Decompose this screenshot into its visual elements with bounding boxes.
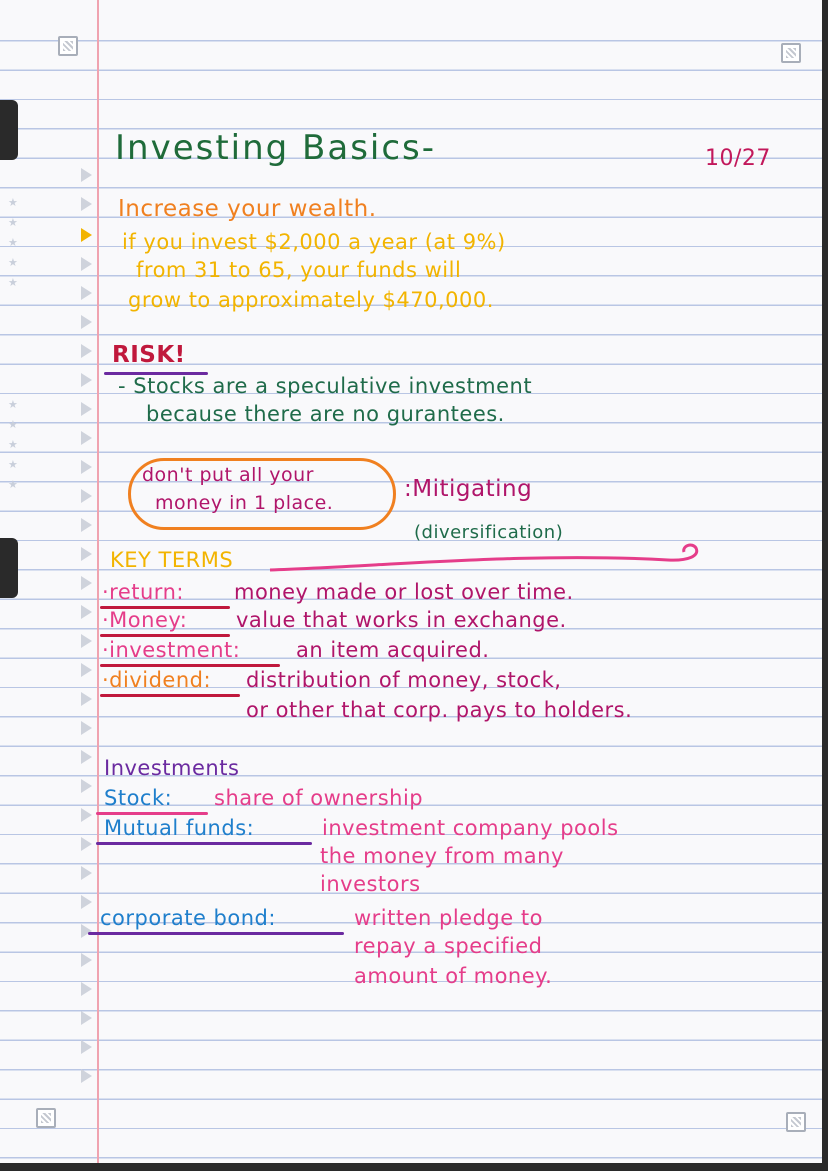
page-title: Investing Basics- xyxy=(115,128,437,168)
term-underline xyxy=(96,812,208,815)
def-stock: share of ownership xyxy=(214,786,424,810)
term-underline xyxy=(100,694,240,697)
row-marker-icon xyxy=(81,750,92,764)
star-icon: ★ xyxy=(8,196,18,209)
key-terms-heading: KEY TERMS xyxy=(110,548,234,572)
row-marker-icon xyxy=(81,721,92,735)
row-marker-icon xyxy=(81,518,92,532)
callout-line: money in 1 place. xyxy=(155,492,334,514)
corner-mark-icon xyxy=(781,43,801,63)
term-corporate-bond: corporate bond: xyxy=(100,906,276,930)
wealth-line: grow to approximately $470,000. xyxy=(128,288,494,312)
row-marker-icon xyxy=(81,1040,92,1054)
star-icon: ★ xyxy=(8,236,18,249)
corner-mark-icon xyxy=(786,1112,806,1132)
term-stock: Stock: xyxy=(104,786,173,810)
row-marker-icon xyxy=(81,373,92,387)
def-mutual-funds: investment company pools xyxy=(322,816,619,840)
term-underline xyxy=(96,842,312,845)
star-icon: ★ xyxy=(8,478,18,491)
term-underline xyxy=(100,634,230,637)
row-marker-icon xyxy=(81,779,92,793)
star-icon: ★ xyxy=(8,398,18,411)
row-marker-icon xyxy=(81,1069,92,1083)
row-marker-icon xyxy=(81,692,92,706)
page-edge-right xyxy=(822,0,828,1171)
row-marker-icon xyxy=(81,315,92,329)
row-marker-icon xyxy=(81,547,92,561)
def-money: value that works in exchange. xyxy=(236,608,567,632)
wealth-line: if you invest $2,000 a year (at 9%) xyxy=(122,230,506,254)
swirl-underline xyxy=(268,536,708,576)
star-icon: ★ xyxy=(8,216,18,229)
row-marker-icon xyxy=(81,257,92,271)
row-marker-icon xyxy=(81,489,92,503)
investments-heading: Investments xyxy=(104,756,240,780)
star-icon: ★ xyxy=(8,276,18,289)
row-marker-icon xyxy=(81,344,92,358)
def-return: money made or lost over time. xyxy=(234,580,574,604)
star-icon: ★ xyxy=(8,458,18,471)
callout-label: :Mitigating xyxy=(404,476,533,502)
wealth-line: from 31 to 65, your funds will xyxy=(136,258,462,282)
def-mutual-funds-cont: the money from many xyxy=(320,844,564,868)
term-return: ·return: xyxy=(102,580,184,604)
star-icon: ★ xyxy=(8,256,18,269)
binder-tab xyxy=(0,100,18,160)
row-marker-icon xyxy=(81,460,92,474)
row-marker-icon xyxy=(81,576,92,590)
risk-line: because there are no gurantees. xyxy=(146,402,505,426)
callout-sub: (diversification) xyxy=(414,522,564,543)
row-marker-icon xyxy=(81,953,92,967)
row-marker-icon xyxy=(81,402,92,416)
term-underline xyxy=(100,664,280,667)
term-investment: ·investment: xyxy=(102,638,241,662)
row-marker-icon xyxy=(81,982,92,996)
row-marker-icon xyxy=(81,634,92,648)
term-dividend: ·dividend: xyxy=(102,668,212,692)
row-marker-icon xyxy=(81,924,92,938)
term-underline xyxy=(88,932,344,935)
row-marker-icon xyxy=(81,286,92,300)
note-date: 10/27 xyxy=(705,146,771,171)
def-mutual-funds-cont: investors xyxy=(320,872,421,896)
row-marker-icon xyxy=(81,1011,92,1025)
def-corporate-bond-cont: repay a specified xyxy=(354,934,543,958)
def-dividend-cont: or other that corp. pays to holders. xyxy=(246,698,633,722)
row-marker-icon xyxy=(81,431,92,445)
row-marker-icon xyxy=(81,866,92,880)
risk-heading: RISK! xyxy=(112,342,186,368)
row-marker-icon xyxy=(81,895,92,909)
star-icon: ★ xyxy=(8,438,18,451)
star-icon: ★ xyxy=(8,418,18,431)
def-dividend: distribution of money, stock, xyxy=(246,668,562,692)
def-corporate-bond-cont: amount of money. xyxy=(354,964,553,988)
row-marker-icon xyxy=(81,605,92,619)
page-edge-bottom xyxy=(0,1163,828,1171)
term-mutual-funds: Mutual funds: xyxy=(104,816,255,840)
risk-line: - Stocks are a speculative investment xyxy=(118,374,533,398)
margin-line xyxy=(97,0,99,1171)
binder-tab xyxy=(0,538,18,598)
def-corporate-bond: written pledge to xyxy=(354,906,543,930)
row-marker-icon xyxy=(81,663,92,677)
row-marker-icon xyxy=(81,837,92,851)
row-marker-icon xyxy=(81,168,92,182)
term-money: ·Money: xyxy=(102,608,188,632)
corner-mark-icon xyxy=(58,36,78,56)
wealth-heading: Increase your wealth. xyxy=(118,196,377,222)
corner-mark-icon xyxy=(36,1108,56,1128)
callout-line: don't put all your xyxy=(142,464,314,486)
row-marker-icon xyxy=(81,808,92,822)
active-row-marker-icon xyxy=(81,228,92,242)
def-investment: an item acquired. xyxy=(296,638,490,662)
row-marker-icon xyxy=(81,197,92,211)
